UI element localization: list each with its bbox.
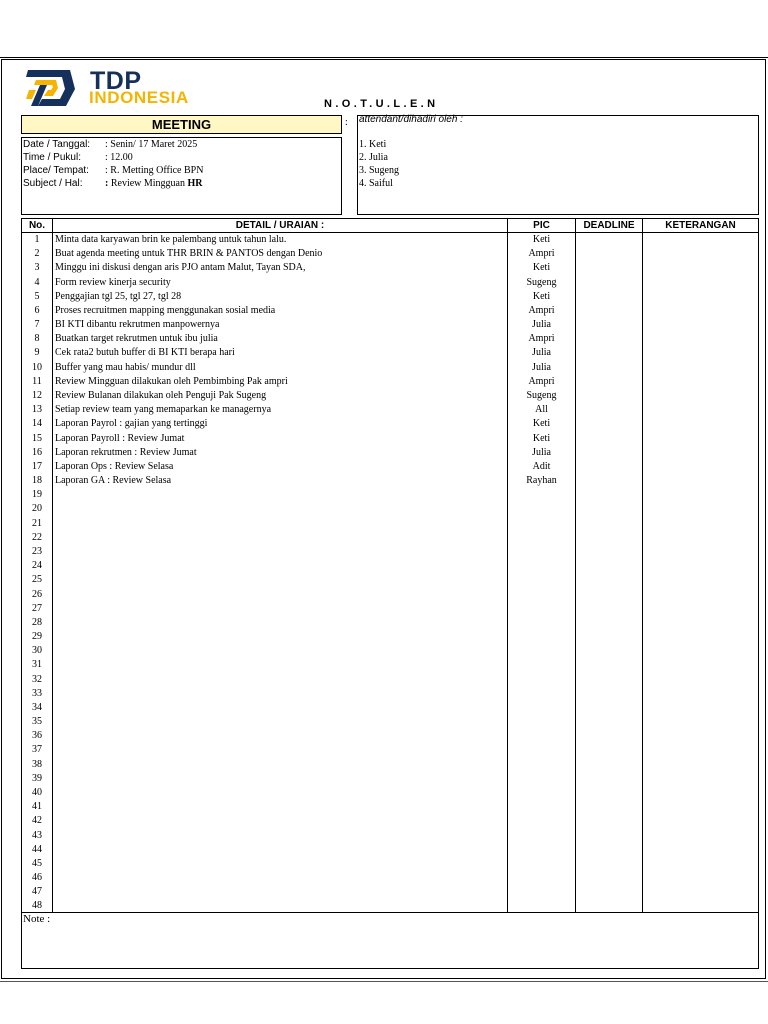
attendee-item: 2. Julia <box>359 152 388 163</box>
row-number: 8 <box>34 333 40 345</box>
row-number: 48 <box>32 900 42 912</box>
row-pic: Adit <box>532 460 551 472</box>
row-detail: Review Mingguan dilakukan oleh Pembimbing Pak ampri <box>55 375 288 387</box>
row-number: 4 <box>34 276 40 288</box>
table-row <box>22 247 758 261</box>
row-detail: Minta data karyawan brin ke palembang untuk tahun lalu. <box>55 234 287 245</box>
table-row <box>22 502 758 516</box>
row-number: 38 <box>32 758 42 770</box>
row-detail: Minggu ini diskusi dengan aris PJO antam Malut, Tayan SDA, <box>55 262 306 274</box>
row-number: 47 <box>32 886 42 898</box>
table-row <box>22 602 758 616</box>
table-row <box>22 729 758 743</box>
row-number: 14 <box>32 418 42 430</box>
top-rule <box>0 57 768 58</box>
header-keterangan: KETERANGAN <box>665 220 736 231</box>
row-pic: Rayhan <box>526 475 557 487</box>
table-row <box>22 885 758 899</box>
row-detail: BI KTI dibantu rekrutmen manpowernya <box>55 319 220 331</box>
date-label: Date / Tanggal: <box>23 139 91 150</box>
row-pic: Ampri <box>528 333 555 345</box>
table-row <box>22 658 758 672</box>
row-number: 41 <box>32 801 42 813</box>
table-row <box>22 446 758 460</box>
row-detail: Laporan Ops : Review Selasa <box>55 460 174 472</box>
table-row <box>22 304 758 318</box>
colon-separator: : <box>345 117 348 128</box>
row-number: 21 <box>32 517 42 529</box>
row-detail: Buatkan target rekrutmen untuk ibu julia <box>55 333 218 345</box>
row-number: 25 <box>32 574 42 586</box>
table-row <box>22 375 758 389</box>
row-detail: Laporan rekrutmen : Review Jumat <box>55 446 197 458</box>
table-row <box>22 233 758 247</box>
row-pic: Keti <box>532 290 551 302</box>
row-pic: All <box>535 404 548 416</box>
row-pic: Sugeng <box>526 276 557 288</box>
table-row <box>22 559 758 573</box>
table-row <box>22 871 758 885</box>
row-number: 23 <box>32 545 42 557</box>
document-title: N.O.T.U.L.E.N <box>324 98 439 110</box>
table-row <box>22 432 758 446</box>
row-number: 24 <box>32 560 42 572</box>
table-row <box>22 332 758 346</box>
row-detail: Laporan Payroll : Review Jumat <box>55 432 185 444</box>
place-value: : R. Metting Office BPN <box>105 165 204 176</box>
row-pic: Ampri <box>528 375 555 387</box>
row-number: 18 <box>32 475 42 487</box>
table-row <box>22 531 758 545</box>
row-number: 17 <box>32 460 42 472</box>
header-no: No. <box>28 220 46 231</box>
table-row <box>22 389 758 403</box>
row-number: 39 <box>32 772 42 784</box>
table-row <box>22 545 758 559</box>
table-row <box>22 673 758 687</box>
table-row <box>22 616 758 630</box>
bottom-rule <box>0 981 768 982</box>
row-pic: Julia <box>532 319 551 331</box>
subject-colon: : <box>105 178 111 189</box>
row-detail: Penggajian tgl 25, tgl 27, tgl 28 <box>55 290 182 302</box>
row-pic: Julia <box>532 347 551 359</box>
row-number: 32 <box>32 673 42 685</box>
note-label: Note : <box>23 913 51 925</box>
row-number: 33 <box>32 687 42 699</box>
table-row <box>22 843 758 857</box>
header-pic: PIC <box>533 220 550 231</box>
row-number: 2 <box>34 248 40 260</box>
table-row <box>22 474 758 488</box>
row-number: 28 <box>32 616 42 628</box>
table-row <box>22 588 758 602</box>
row-number: 19 <box>32 489 42 501</box>
table-row <box>22 276 758 290</box>
meeting-header: MEETING <box>21 115 342 134</box>
table-row <box>22 743 758 757</box>
attendee-item: 3. Sugeng <box>359 165 399 176</box>
place-label: Place/ Tempat: <box>23 165 89 176</box>
row-pic: Keti <box>532 262 551 274</box>
row-number: 40 <box>32 787 42 799</box>
table-row <box>22 829 758 843</box>
row-number: 1 <box>34 234 40 245</box>
row-number: 12 <box>32 389 42 401</box>
table-row <box>22 290 758 304</box>
row-detail: Laporan GA : Review Selasa <box>55 475 172 487</box>
row-pic: Ampri <box>528 304 555 316</box>
tdp-logo-icon <box>26 68 76 110</box>
row-number: 37 <box>32 744 42 756</box>
row-number: 30 <box>32 645 42 657</box>
attendee-item: 4. Saiful <box>359 178 393 189</box>
subject-value <box>105 177 203 190</box>
row-detail: Laporan Payrol : gajian yang tertinggi <box>55 418 208 430</box>
table-row <box>22 630 758 644</box>
row-number: 22 <box>32 531 42 543</box>
row-number: 7 <box>34 319 40 331</box>
table-row <box>22 758 758 772</box>
row-number: 31 <box>32 659 42 671</box>
meeting-info-box <box>21 137 342 215</box>
table-row <box>22 786 758 800</box>
table-row <box>22 814 758 828</box>
row-number: 43 <box>32 829 42 841</box>
row-detail: Proses recruitmen mapping menggunakan sosial media <box>55 304 276 316</box>
row-number: 35 <box>32 716 42 728</box>
header-deadline: DEADLINE <box>583 220 635 231</box>
row-pic: Ampri <box>528 248 555 260</box>
row-number: 27 <box>32 602 42 614</box>
row-detail: Buat agenda meeting untuk THR BRIN & PANTOS dengan Denio <box>55 248 323 260</box>
minutes-table <box>21 218 759 913</box>
row-detail: Cek rata2 butuh buffer di BI KTI berapa hari <box>55 347 235 359</box>
row-number: 44 <box>32 843 42 855</box>
table-row <box>22 644 758 658</box>
table-row <box>22 517 758 531</box>
table-row <box>22 715 758 729</box>
row-number: 3 <box>34 262 40 274</box>
row-pic: Keti <box>532 418 551 430</box>
row-pic: Keti <box>532 234 551 245</box>
table-row <box>22 460 758 474</box>
row-pic: Keti <box>532 432 551 444</box>
row-number: 6 <box>34 304 40 316</box>
table-row <box>22 573 758 587</box>
table-row <box>22 417 758 431</box>
brand-name-tdp: TDP <box>90 67 142 95</box>
row-detail: Review Bulanan dilakukan oleh Penguji Pak Sugeng <box>55 389 267 401</box>
row-number: 36 <box>32 730 42 742</box>
row-number: 13 <box>32 404 42 416</box>
row-number: 9 <box>34 347 40 359</box>
header-detail: DETAIL / URAIAN : <box>235 220 325 231</box>
row-number: 29 <box>32 631 42 643</box>
table-row <box>22 261 758 275</box>
row-pic: Sugeng <box>526 389 557 401</box>
table-row <box>22 361 758 375</box>
row-number: 45 <box>32 857 42 869</box>
row-number: 46 <box>32 872 42 884</box>
table-row <box>22 488 758 502</box>
table-row <box>22 772 758 786</box>
time-value: : 12.00 <box>105 152 133 163</box>
row-number: 15 <box>32 432 42 444</box>
row-number: 42 <box>32 815 42 827</box>
subject-bold-text: HR <box>187 178 203 189</box>
row-pic: Julia <box>532 361 551 373</box>
note-box <box>21 912 759 969</box>
brand-name-indonesia: INDONESIA <box>89 88 189 107</box>
subject-text: Review Mingguan <box>110 178 188 189</box>
time-label: Time / Pukul: <box>23 152 81 163</box>
row-detail: Setiap review team yang memaparkan ke managernya <box>55 404 272 416</box>
table-row <box>22 318 758 332</box>
table-row <box>22 346 758 360</box>
attendance-box <box>357 115 759 215</box>
attendee-item: 1. Keti <box>359 139 387 150</box>
row-number: 20 <box>32 503 42 515</box>
row-detail: Buffer yang mau habis/ mundur dll <box>55 361 196 373</box>
row-number: 11 <box>32 375 42 387</box>
table-row <box>22 403 758 417</box>
attendance-title: attendant/dihadiri oleh : <box>359 114 463 125</box>
table-row <box>22 800 758 814</box>
row-number: 10 <box>32 361 42 373</box>
row-number: 5 <box>34 290 40 302</box>
row-number: 16 <box>32 446 42 458</box>
row-number: 34 <box>32 701 42 713</box>
row-pic: Julia <box>532 446 551 458</box>
table-row <box>22 857 758 871</box>
table-row <box>22 687 758 701</box>
date-value: : Senin/ 17 Maret 2025 <box>105 139 198 150</box>
row-detail: Form review kinerja security <box>55 276 171 288</box>
subject-label: Subject / Hal: <box>23 178 83 189</box>
table-row <box>22 701 758 715</box>
row-number: 26 <box>32 588 42 600</box>
